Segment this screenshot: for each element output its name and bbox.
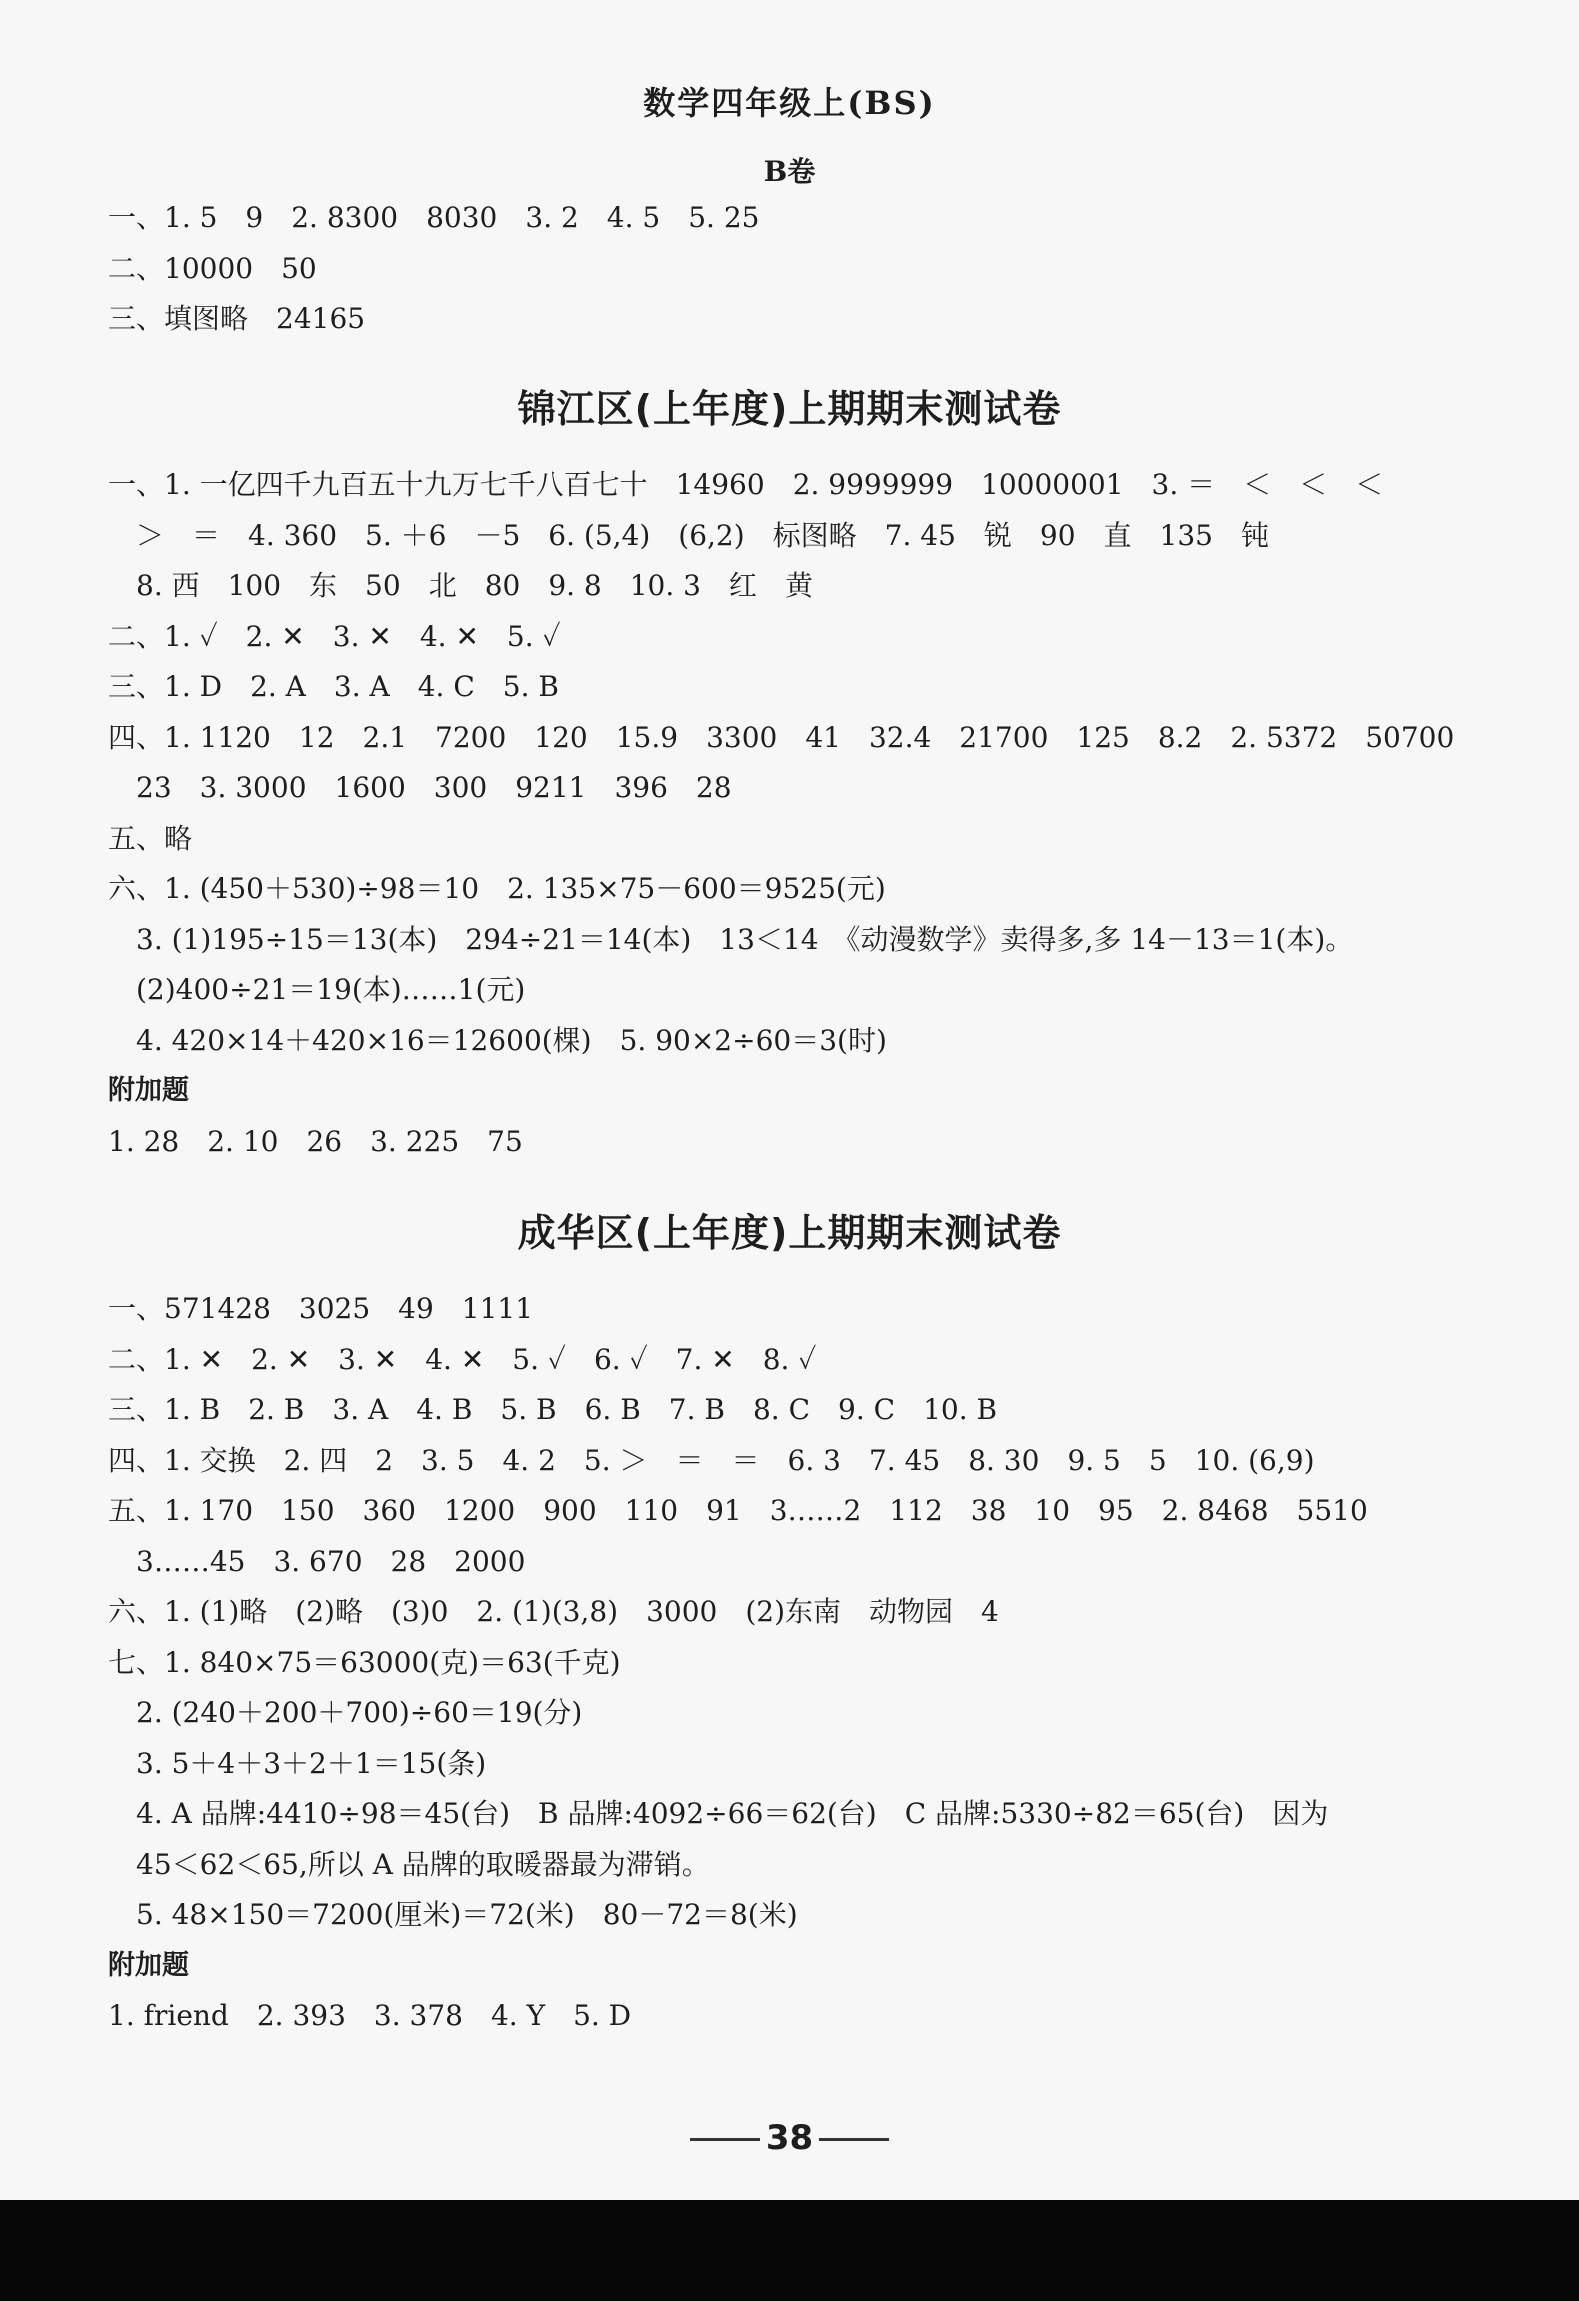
answer-line: 三、填图略 24165 [108,302,366,335]
page-number-rule-right [819,2138,889,2141]
answer-line: 4. 420×14＋420×16＝12600(棵) 5. 90×2÷60＝3(时) [108,1023,887,1057]
answer-line: 4. A 品牌:4410÷98＝45(台) B 品牌:4092÷66＝62(台) C 品牌:5330÷82＝65(台) 因为 [108,1797,1329,1830]
answer-line: 5. 48×150＝7200(厘米)＝72(米) 80－72＝8(米) [108,1898,798,1931]
section-title-jinjiang: 锦江区(上年度)上期期末测试卷 [517,387,1062,431]
bonus-heading: 附加题 [108,1075,189,1106]
b-juan-answers [108,193,1518,345]
answer-line: 三、1. D 2. A 3. A 4. C 5. B [108,670,559,703]
answer-line: 六、1. (1)略 (2)略 (3)0 2. (1)(3,8) 3000 (2)东南 动物园 4 [108,1595,999,1628]
answer-line: 3. (1)195÷15＝13(本) 294÷21＝14(本) 13＜14 《动漫数学》卖得多,多 14－13＝1(本)。 [108,922,1354,956]
answer-line: 一、1. 一亿四千九百五十九万七千八百七十 14960 2. 9999999 10000001 3. ＝ ＜ ＜ ＜ [108,468,1384,501]
bonus-heading: 附加题 [108,1949,189,1981]
answer-line: 二、1. ✕ 2. ✕ 3. ✕ 4. ✕ 5. ✓ 6. ✓ 7. ✕ 8. ✓ [108,1342,817,1376]
bonus-answers: 1. 28 2. 10 26 3. 225 75 [108,1124,523,1158]
answer-line: 8. 西 100 东 50 北 80 9. 8 10. 3 红 黄 [108,569,813,602]
page-number-rule-left [690,2138,760,2141]
book-title: 数学四年级上(BS) [643,84,936,122]
answer-line: 2. (240＋200＋700)÷60＝19(分) [108,1696,583,1729]
answer-line: 六、1. (450＋530)÷98＝10 2. 135×75－600＝9525(元) [108,872,886,905]
page-number-text: 38 [765,2118,814,2158]
answer-line: 四、1. 1120 12 2.1 7200 120 15.9 3300 41 32.4 21700 125 8.2 2. 5372 50700 [108,720,1455,754]
bonus-answers: 1. friend 2. 393 3. 378 4. Y 5. D [108,1999,632,2032]
answer-line: 二、10000 50 [108,251,317,285]
answer-line: 一、1. 5 9 2. 8300 8030 3. 2 4. 5 5. 25 [108,201,760,234]
page-number [0,2118,1579,2158]
jinjiang-answers [108,460,1518,1167]
paper-label: B卷 [763,155,816,188]
answer-line: 四、1. 交换 2. 四 2 3. 5 4. 2 5. ＞ ＝ ＝ 6. 3 7. 45 8. 30 9. 5 5 10. (6,9) [108,1443,1315,1477]
answer-line: (2)400÷21＝19(本)……1(元) [108,973,526,1006]
scan-edge-bar [0,2200,1579,2301]
answer-line: 五、略 [108,821,193,855]
answer-line: ＞ ＝ 4. 360 5. ＋6 －5 6. (5,4) (6,2) 标图略 7. 45 锐 90 直 135 钝 [108,518,1269,552]
answer-line: 一、571428 3025 49 1111 [108,1292,534,1325]
answer-line: 45＜62＜65,所以 A 品牌的取暖器最为滞销。 [108,1847,710,1881]
answer-line: 二、1. ✓ 2. ✕ 3. ✕ 4. ✕ 5. ✓ [108,619,561,653]
answer-line: 五、1. 170 150 360 1200 900 110 91 3……2 112 38 10 95 2. 8468 5510 [108,1494,1368,1527]
answer-line: 三、1. B 2. B 3. A 4. B 5. B 6. B 7. B 8. C 9. C 10. B [108,1393,998,1426]
answer-line: 3……45 3. 670 28 2000 [108,1544,526,1578]
section-title-chenghua: 成华区(上年度)上期期末测试卷 [517,1211,1062,1255]
answer-line: 3. 5＋4＋3＋2＋1＝15(条) [108,1746,487,1780]
answer-line: 七、1. 840×75＝63000(克)＝63(千克) [108,1645,621,1679]
chenghua-answers [108,1284,1518,2042]
answer-line: 23 3. 3000 1600 300 9211 396 28 [108,771,732,804]
